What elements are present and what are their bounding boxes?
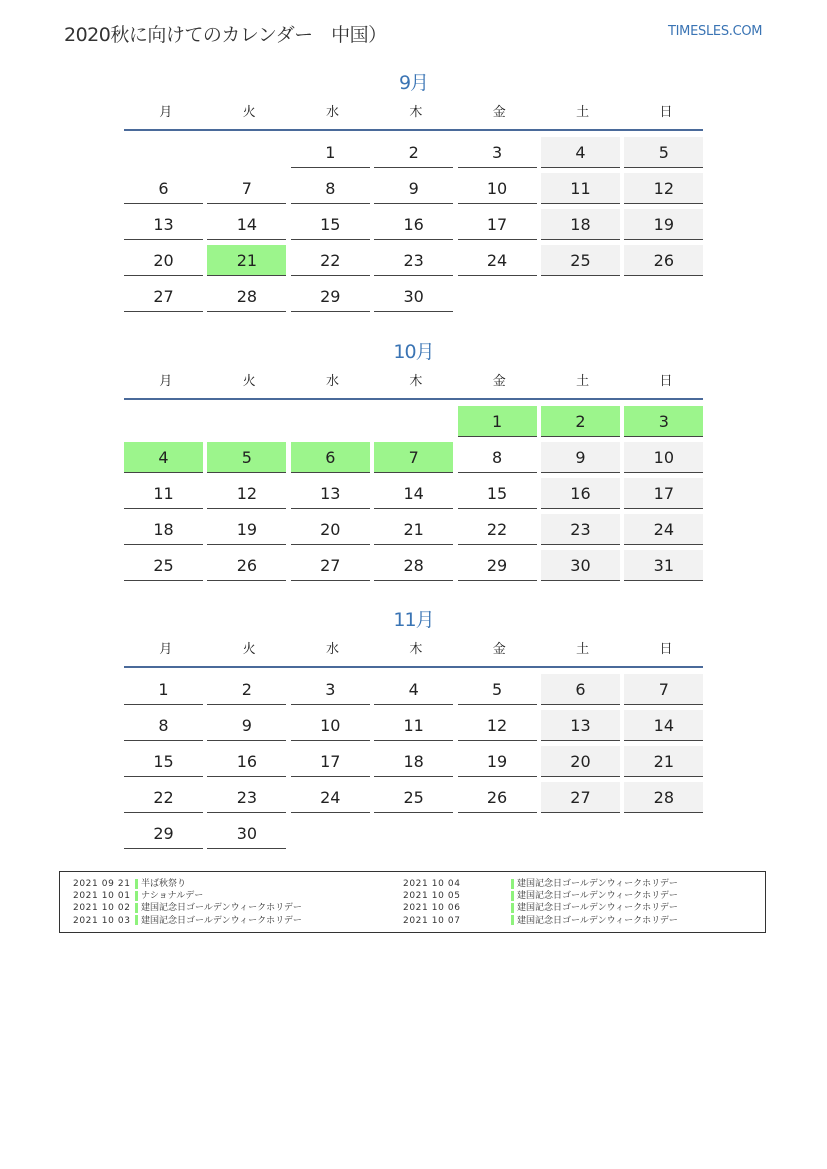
weekday-label: 金 bbox=[492, 105, 506, 120]
day-cell: 17 bbox=[458, 209, 537, 240]
day-cell: 16 bbox=[374, 209, 453, 240]
weekday-label: 水 bbox=[325, 642, 339, 657]
day-cell: 2 bbox=[374, 137, 453, 168]
day-cell: 24 bbox=[458, 245, 537, 276]
day-cell: 1 bbox=[291, 137, 370, 168]
day-cell: 8 bbox=[124, 710, 203, 741]
holiday-day-cell: 5 bbox=[207, 442, 286, 473]
weekday-label: 水 bbox=[325, 105, 339, 120]
day-cell: 24 bbox=[291, 782, 370, 813]
holiday-day-cell: 6 bbox=[291, 442, 370, 473]
weekday-label: 木 bbox=[409, 642, 423, 657]
legend-date: 2021 10 05 bbox=[403, 891, 461, 902]
month-calendar bbox=[124, 337, 703, 584]
legend-date: 2021 10 06 bbox=[403, 903, 461, 914]
day-cell: 6 bbox=[541, 674, 620, 705]
day-cell: 3 bbox=[291, 674, 370, 705]
day-cell: 17 bbox=[291, 746, 370, 777]
day-cell: 27 bbox=[124, 281, 203, 312]
legend-item bbox=[403, 915, 678, 927]
legend-date: 2021 09 21 bbox=[73, 879, 131, 889]
empty-day-cell bbox=[124, 406, 203, 437]
holiday-color-marker bbox=[511, 891, 514, 901]
day-cell: 13 bbox=[124, 209, 203, 240]
week-row bbox=[124, 548, 703, 584]
weekday-header bbox=[124, 368, 703, 400]
week-row bbox=[124, 816, 703, 852]
day-cell: 26 bbox=[458, 782, 537, 813]
holiday-day-cell: 7 bbox=[374, 442, 453, 473]
week-row bbox=[124, 672, 703, 708]
day-cell: 12 bbox=[458, 710, 537, 741]
day-cell: 13 bbox=[291, 478, 370, 509]
day-cell: 2 bbox=[207, 674, 286, 705]
day-cell: 21 bbox=[624, 746, 703, 777]
empty-day-cell bbox=[207, 137, 286, 168]
day-cell: 28 bbox=[624, 782, 703, 813]
legend-date: 2021 10 07 bbox=[403, 915, 461, 926]
week-row bbox=[124, 744, 703, 780]
week-row bbox=[124, 780, 703, 816]
legend-item bbox=[73, 902, 302, 914]
holiday-day-cell: 21 bbox=[207, 245, 286, 276]
day-cell: 19 bbox=[458, 746, 537, 777]
day-cell: 9 bbox=[207, 710, 286, 741]
day-cell: 6 bbox=[124, 173, 203, 204]
legend-date: 2021 10 02 bbox=[73, 903, 131, 914]
empty-day-cell bbox=[374, 818, 453, 849]
empty-day-cell bbox=[291, 406, 370, 437]
holiday-color-marker bbox=[511, 879, 514, 889]
legend-holiday-name: 建国記念日ゴールデンウィークホリデー bbox=[141, 915, 302, 926]
legend-holiday-name: ナショナルデー bbox=[141, 891, 204, 902]
day-cell: 11 bbox=[124, 478, 203, 509]
legend-item bbox=[403, 890, 678, 902]
day-cell: 16 bbox=[207, 746, 286, 777]
day-cell: 14 bbox=[207, 209, 286, 240]
day-cell: 8 bbox=[458, 442, 537, 473]
day-cell: 11 bbox=[541, 173, 620, 204]
day-cell: 23 bbox=[207, 782, 286, 813]
holiday-color-marker bbox=[135, 879, 138, 889]
day-cell: 29 bbox=[124, 818, 203, 849]
legend-item bbox=[403, 878, 678, 890]
legend-date: 2021 10 01 bbox=[73, 891, 131, 902]
day-cell: 14 bbox=[374, 478, 453, 509]
day-cell: 31 bbox=[624, 550, 703, 581]
empty-day-cell bbox=[541, 818, 620, 849]
week-row bbox=[124, 440, 703, 476]
day-cell: 9 bbox=[541, 442, 620, 473]
day-cell: 15 bbox=[458, 478, 537, 509]
day-cell: 18 bbox=[374, 746, 453, 777]
legend-column-right bbox=[403, 878, 678, 927]
empty-day-cell bbox=[541, 281, 620, 312]
weekday-label: 月 bbox=[159, 642, 173, 657]
day-cell: 10 bbox=[624, 442, 703, 473]
holiday-day-cell: 4 bbox=[124, 442, 203, 473]
legend-holiday-name: 建国記念日ゴールデンウィークホリデー bbox=[141, 903, 302, 914]
holiday-day-cell: 3 bbox=[624, 406, 703, 437]
day-cell: 17 bbox=[624, 478, 703, 509]
day-cell: 5 bbox=[458, 674, 537, 705]
page-title: 2020秋に向けてのカレンダー 中国） bbox=[64, 24, 387, 46]
weekday-label: 火 bbox=[242, 374, 256, 389]
weekday-label: 月 bbox=[159, 105, 173, 120]
legend-holiday-name: 建国記念日ゴールデンウィークホリデー bbox=[517, 891, 678, 902]
day-cell: 4 bbox=[541, 137, 620, 168]
weekday-label: 月 bbox=[159, 374, 173, 389]
empty-day-cell bbox=[124, 137, 203, 168]
day-cell: 27 bbox=[541, 782, 620, 813]
day-cell: 25 bbox=[124, 550, 203, 581]
week-row bbox=[124, 512, 703, 548]
day-cell: 28 bbox=[374, 550, 453, 581]
day-cell: 28 bbox=[207, 281, 286, 312]
day-cell: 15 bbox=[124, 746, 203, 777]
legend-item bbox=[73, 878, 302, 890]
weekday-label: 火 bbox=[242, 642, 256, 657]
day-cell: 18 bbox=[124, 514, 203, 545]
weekday-label: 金 bbox=[492, 374, 506, 389]
day-cell: 25 bbox=[541, 245, 620, 276]
day-cell: 20 bbox=[124, 245, 203, 276]
weekday-label: 土 bbox=[576, 105, 590, 120]
week-row bbox=[124, 243, 703, 279]
holiday-day-cell: 1 bbox=[458, 406, 537, 437]
weekday-label: 土 bbox=[576, 642, 590, 657]
site-name[interactable]: TIMESLES.COM bbox=[668, 24, 763, 39]
legend-holiday-name: 建国記念日ゴールデンウィークホリデー bbox=[517, 903, 678, 914]
week-row bbox=[124, 708, 703, 744]
day-grid bbox=[124, 672, 703, 852]
day-cell: 3 bbox=[458, 137, 537, 168]
empty-day-cell bbox=[374, 406, 453, 437]
weekday-label: 金 bbox=[492, 642, 506, 657]
legend-date: 2021 10 04 bbox=[403, 879, 461, 889]
holiday-color-marker bbox=[135, 903, 138, 913]
day-cell: 11 bbox=[374, 710, 453, 741]
day-cell: 26 bbox=[624, 245, 703, 276]
legend-item bbox=[403, 902, 678, 914]
legend-holiday-name: 半ば秋祭り bbox=[141, 879, 187, 889]
week-row bbox=[124, 404, 703, 440]
week-row bbox=[124, 476, 703, 512]
day-grid bbox=[124, 404, 703, 584]
day-cell: 14 bbox=[624, 710, 703, 741]
day-cell: 7 bbox=[207, 173, 286, 204]
empty-day-cell bbox=[458, 281, 537, 312]
weekday-label: 水 bbox=[325, 374, 339, 389]
week-row bbox=[124, 171, 703, 207]
month-calendar bbox=[124, 605, 703, 852]
day-cell: 29 bbox=[291, 281, 370, 312]
weekday-label: 火 bbox=[242, 105, 256, 120]
day-cell: 5 bbox=[624, 137, 703, 168]
day-cell: 16 bbox=[541, 478, 620, 509]
month-title: 11月 bbox=[393, 609, 434, 631]
weekday-label: 木 bbox=[409, 374, 423, 389]
empty-day-cell bbox=[291, 818, 370, 849]
week-row bbox=[124, 279, 703, 315]
day-cell: 18 bbox=[541, 209, 620, 240]
weekday-label: 日 bbox=[659, 374, 673, 389]
weekday-label: 土 bbox=[576, 374, 590, 389]
day-cell: 12 bbox=[624, 173, 703, 204]
day-cell: 8 bbox=[291, 173, 370, 204]
weekday-label: 日 bbox=[659, 642, 673, 657]
week-row bbox=[124, 207, 703, 243]
legend-holiday-name: 建国記念日ゴールデンウィークホリデー bbox=[517, 915, 678, 926]
day-grid bbox=[124, 135, 703, 315]
legend-column-left bbox=[73, 878, 302, 927]
legend-date: 2021 10 03 bbox=[73, 915, 131, 926]
day-cell: 21 bbox=[374, 514, 453, 545]
legend-item bbox=[73, 915, 302, 927]
month-title: 10月 bbox=[393, 341, 434, 363]
day-cell: 19 bbox=[624, 209, 703, 240]
empty-day-cell bbox=[624, 818, 703, 849]
day-cell: 25 bbox=[374, 782, 453, 813]
legend-item bbox=[73, 890, 302, 902]
month-title: 9月 bbox=[398, 72, 429, 94]
day-cell: 4 bbox=[374, 674, 453, 705]
day-cell: 27 bbox=[291, 550, 370, 581]
day-cell: 29 bbox=[458, 550, 537, 581]
day-cell: 22 bbox=[291, 245, 370, 276]
day-cell: 30 bbox=[541, 550, 620, 581]
day-cell: 23 bbox=[374, 245, 453, 276]
holiday-color-marker bbox=[511, 915, 514, 925]
day-cell: 7 bbox=[624, 674, 703, 705]
week-row bbox=[124, 135, 703, 171]
day-cell: 19 bbox=[207, 514, 286, 545]
day-cell: 20 bbox=[541, 746, 620, 777]
month-calendar bbox=[124, 68, 703, 315]
holiday-color-marker bbox=[135, 915, 138, 925]
day-cell: 30 bbox=[374, 281, 453, 312]
legend-holiday-name: 建国記念日ゴールデンウィークホリデー bbox=[517, 879, 678, 889]
day-cell: 22 bbox=[124, 782, 203, 813]
day-cell: 26 bbox=[207, 550, 286, 581]
weekday-header bbox=[124, 636, 703, 668]
day-cell: 10 bbox=[458, 173, 537, 204]
weekday-header bbox=[124, 99, 703, 131]
day-cell: 9 bbox=[374, 173, 453, 204]
day-cell: 20 bbox=[291, 514, 370, 545]
day-cell: 24 bbox=[624, 514, 703, 545]
holiday-day-cell: 2 bbox=[541, 406, 620, 437]
empty-day-cell bbox=[458, 818, 537, 849]
holiday-color-marker bbox=[135, 891, 138, 901]
day-cell: 13 bbox=[541, 710, 620, 741]
day-cell: 30 bbox=[207, 818, 286, 849]
empty-day-cell bbox=[207, 406, 286, 437]
holiday-legend bbox=[59, 871, 766, 933]
day-cell: 10 bbox=[291, 710, 370, 741]
day-cell: 1 bbox=[124, 674, 203, 705]
empty-day-cell bbox=[624, 281, 703, 312]
day-cell: 23 bbox=[541, 514, 620, 545]
day-cell: 12 bbox=[207, 478, 286, 509]
weekday-label: 日 bbox=[659, 105, 673, 120]
weekday-label: 木 bbox=[409, 105, 423, 120]
day-cell: 15 bbox=[291, 209, 370, 240]
holiday-color-marker bbox=[511, 903, 514, 913]
day-cell: 22 bbox=[458, 514, 537, 545]
